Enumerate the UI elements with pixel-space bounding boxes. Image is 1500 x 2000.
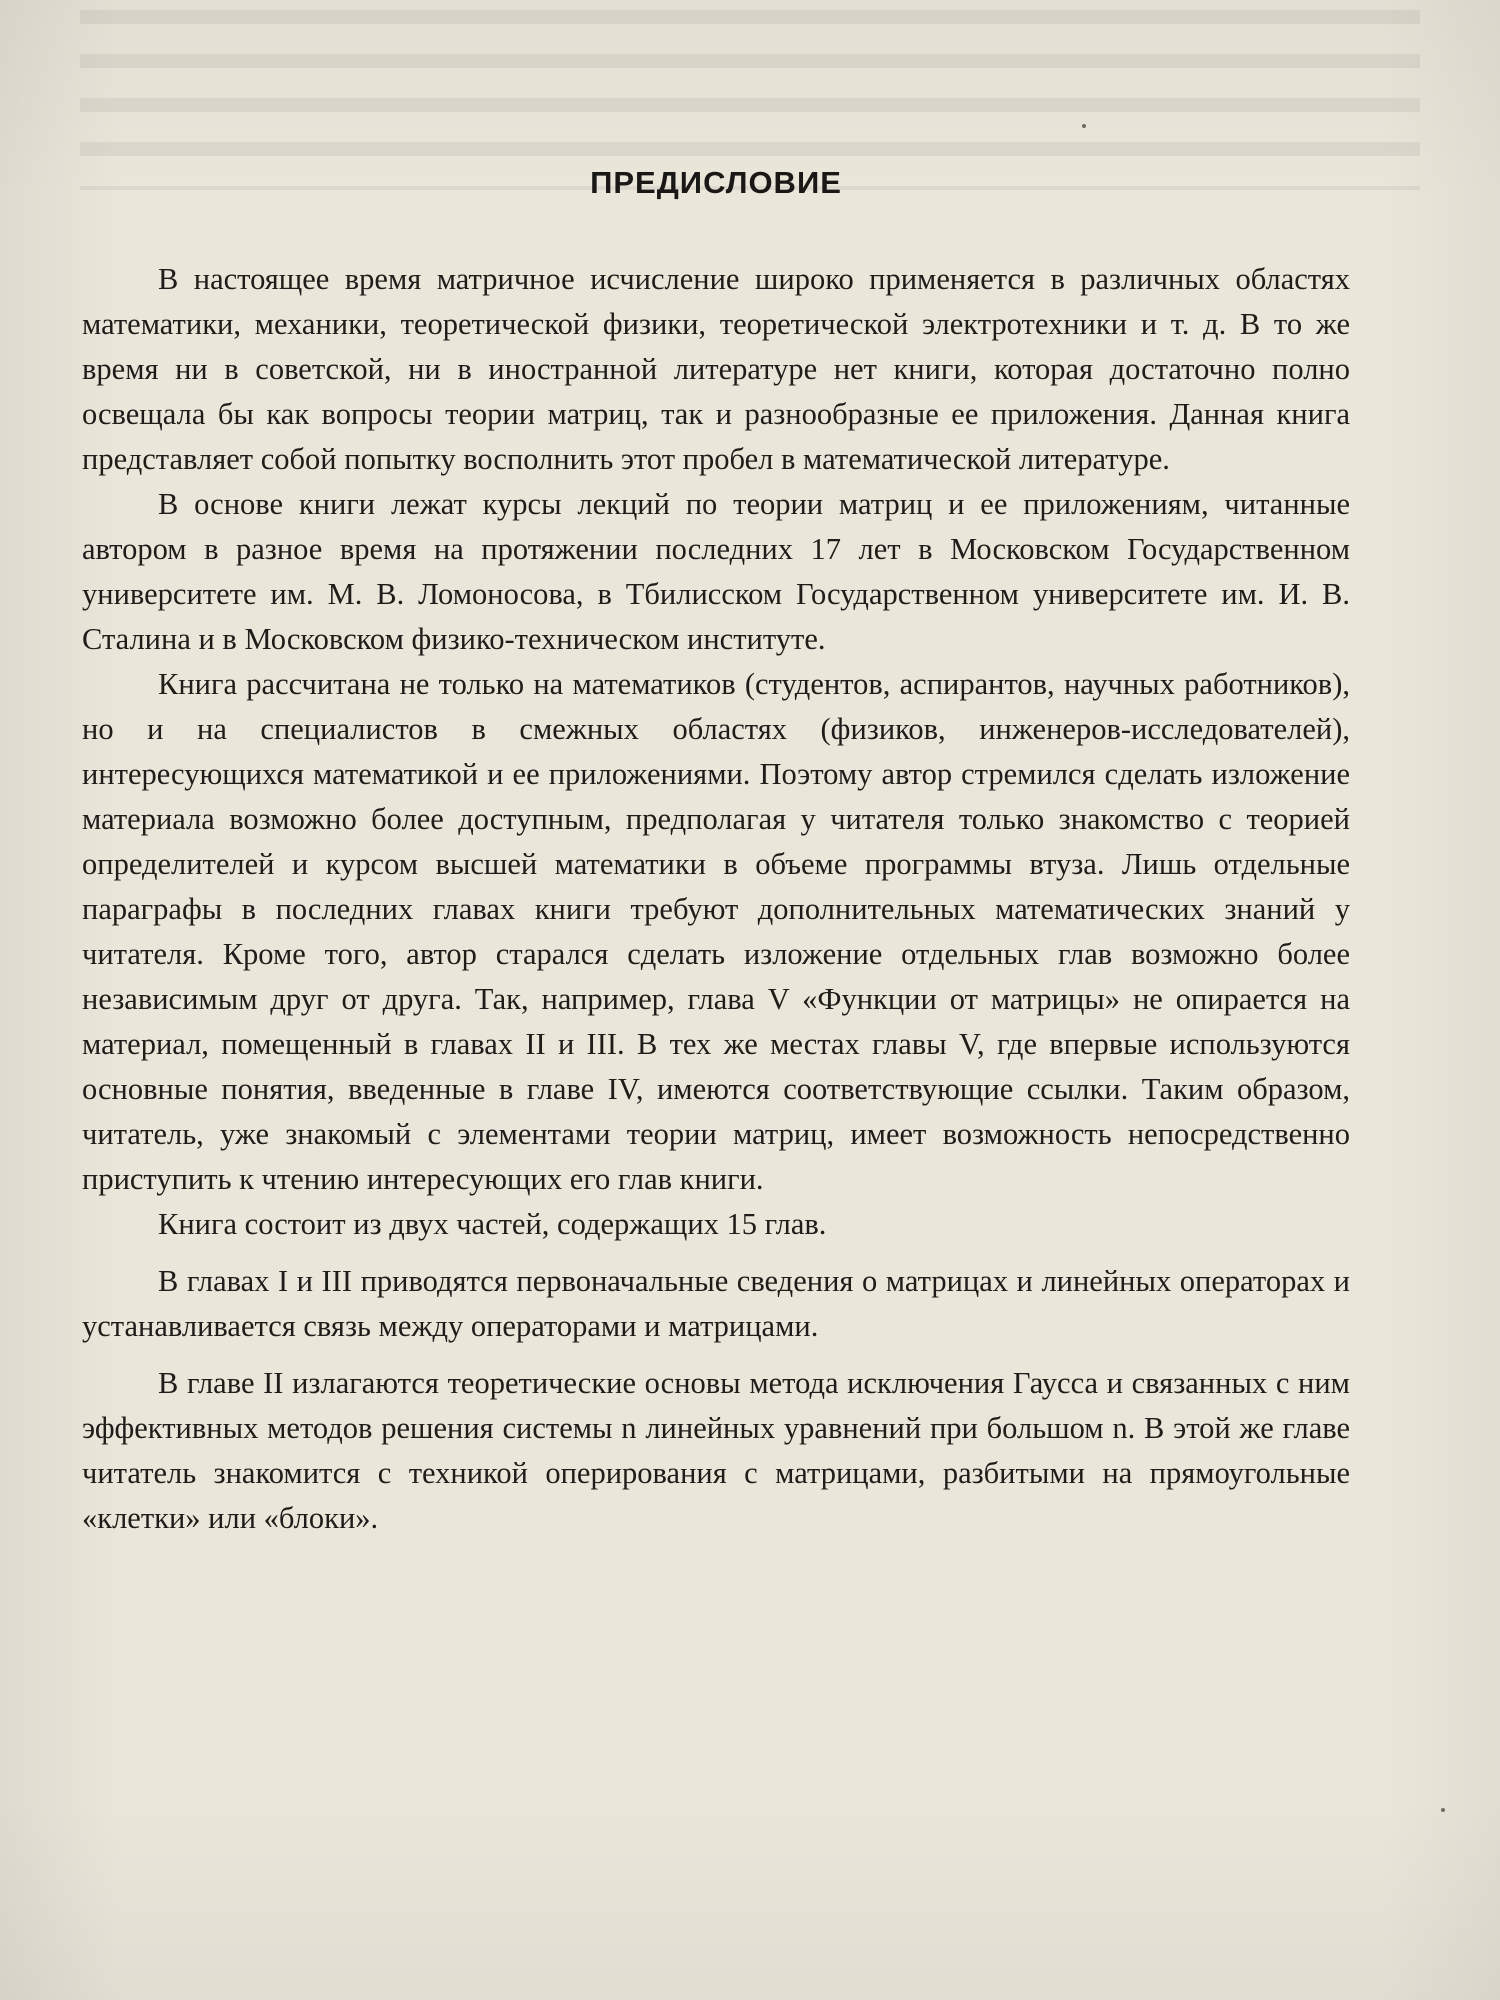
paper-speck [1082, 124, 1086, 128]
preface-body [82, 257, 1350, 1541]
show-through-text [80, 10, 1420, 190]
paragraph-3: Книга рассчитана не только на математиков (студентов, аспирантов, научных работников), но и на специалистов в смежных областях (физиков, инженеров-исследователей), интересующихся математикой и ее приложениями. Поэтому автор стремился сделать изложение материала возможно более доступным, предполагая у читателя только знакомство с теорией определителей и курсом высшей математики в объеме программы втуза. Лишь отдельные параграфы в последних главах книги требуют дополнительных математических знаний у читателя. Кроме того, автор старался сделать изложение отдельных глав возможно более независимым друг от друга. Так, например, глава V «Функции от матрицы» не опирается на материал, помещенный в главах II и III. В тех же местах главы V, где впервые используются основные понятия, введенные в главе IV, имеются соответствующие ссылки. Таким образом, читатель, уже знакомый с элементами теории матриц, имеет возможность непосредственно приступить к чтению интересующих его глав книги. [82, 667, 1350, 1196]
paragraph-6: В главе II излагаются теоретические основы метода исключения Гаусса и связанных с ним эффективных методов решения системы n линейных уравнений при большом n. В этой же главе читатель знакомится с техникой оперирования с матрицами, разбитыми на прямоугольные «клетки» или «блоки». [82, 1366, 1350, 1535]
paragraph-1: В настоящее время матричное исчисление широко применяется в различных областях математики, механики, теоретической физики, теоретической электротехники и т. д. В то же время ни в советской, ни в иностранной литературе нет книги, которая достаточно полно освещала бы как вопросы теории матриц, так и разнообразные ее приложения. Данная книга представляет собой попытку восполнить этот пробел в математической литературе. [82, 262, 1350, 476]
paragraph-2: В основе книги лежат курсы лекций по теории матриц и ее приложениям, читанные автором в разное время на протяжении последних 17 лет в Московском Государственном университете им. М. В. Ломоносова, в Тбилисском Государственном университете им. И. В. Сталина и в Московском физико-техническом институте. [82, 487, 1350, 656]
paragraph-5: В главах I и III приводятся первоначальные сведения о матрицах и линейных операторах и устанавливается связь между операторами и матрицами. [82, 1264, 1350, 1343]
paper-speck [1441, 1808, 1445, 1812]
book-page [82, 165, 1350, 1541]
page-title: ПРЕДИСЛОВИЕ [590, 165, 842, 200]
paragraph-4: Книга состоит из двух частей, содержащих 15 глав. [158, 1207, 827, 1241]
